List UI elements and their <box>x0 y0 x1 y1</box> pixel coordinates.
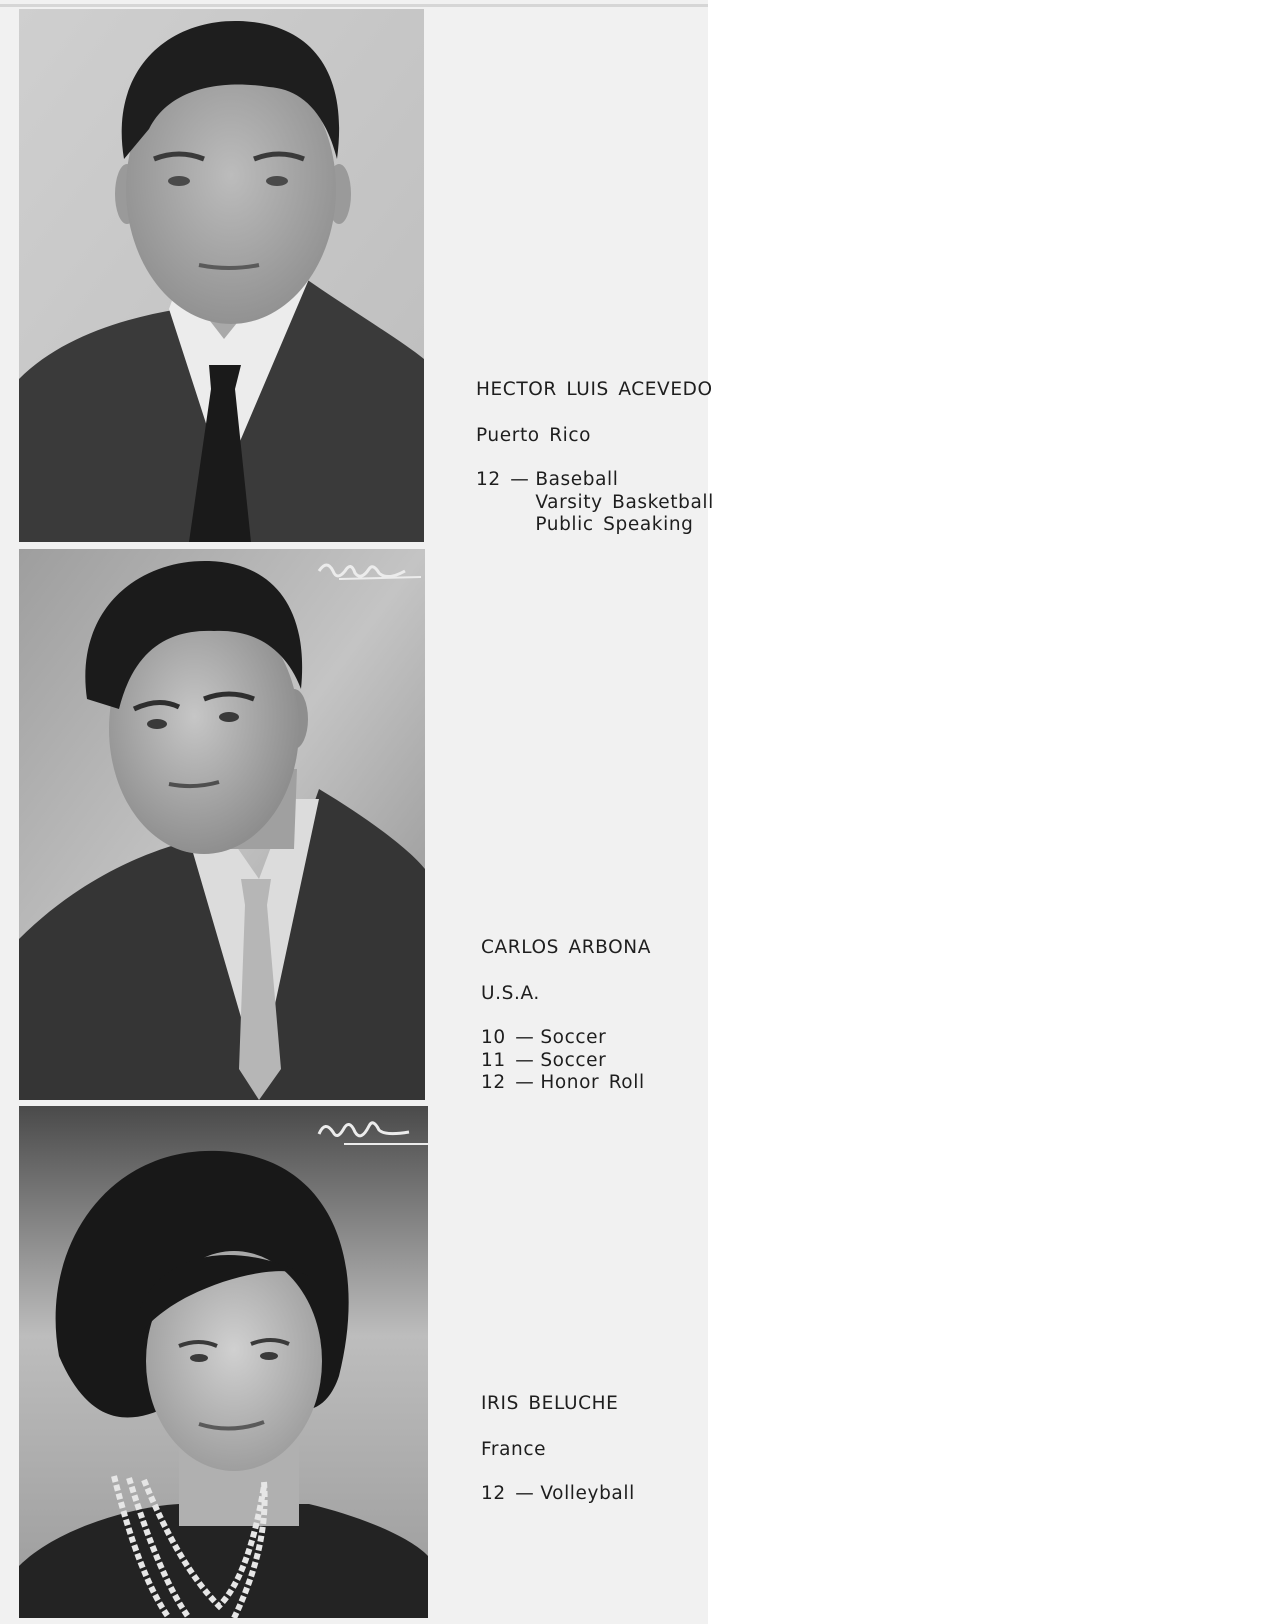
activity-row <box>476 514 714 537</box>
activity-grade: 12 — <box>481 1483 535 1504</box>
activity-row <box>481 1050 645 1073</box>
student-entry-acevedo <box>476 379 714 537</box>
activity-grade <box>476 492 535 515</box>
activity-name: Baseball <box>535 469 619 490</box>
activity-row <box>481 1483 635 1506</box>
student-name: CARLOS ARBONA <box>481 937 651 958</box>
student-portrait-arbona <box>19 549 425 1100</box>
activity-name: Volleyball <box>540 1483 635 1504</box>
student-activities <box>481 1483 635 1506</box>
activity-grade <box>476 514 535 537</box>
student-entry-beluche <box>481 1393 635 1506</box>
activity-grade: 12 — <box>481 1072 535 1093</box>
activity-row <box>476 492 714 515</box>
student-activities <box>476 469 714 537</box>
student-country: U.S.A. <box>481 982 540 1004</box>
student-portrait-beluche <box>19 1106 428 1618</box>
student-activities <box>481 1027 645 1095</box>
student-portrait-acevedo <box>19 9 424 542</box>
student-entry-arbona <box>481 937 651 1095</box>
activity-grade: 10 — <box>481 1027 535 1048</box>
activity-name: Soccer <box>540 1027 607 1048</box>
activity-grade: 11 — <box>481 1049 535 1071</box>
activity-name: Honor Roll <box>540 1072 645 1093</box>
page-top-edge <box>0 4 708 7</box>
activity-row <box>481 1072 645 1095</box>
student-country: Puerto Rico <box>476 424 592 446</box>
student-name: IRIS BELUCHE <box>481 1393 619 1414</box>
student-name: HECTOR LUIS ACEVEDO <box>476 379 713 400</box>
activity-name: Varsity Basketball <box>535 491 714 513</box>
activity-name: Soccer <box>540 1049 607 1071</box>
activity-grade: 12 — <box>476 469 530 490</box>
student-country: France <box>481 1438 547 1460</box>
activity-name: Public Speaking <box>535 514 694 535</box>
activity-row <box>476 469 714 492</box>
activity-row <box>481 1027 645 1050</box>
